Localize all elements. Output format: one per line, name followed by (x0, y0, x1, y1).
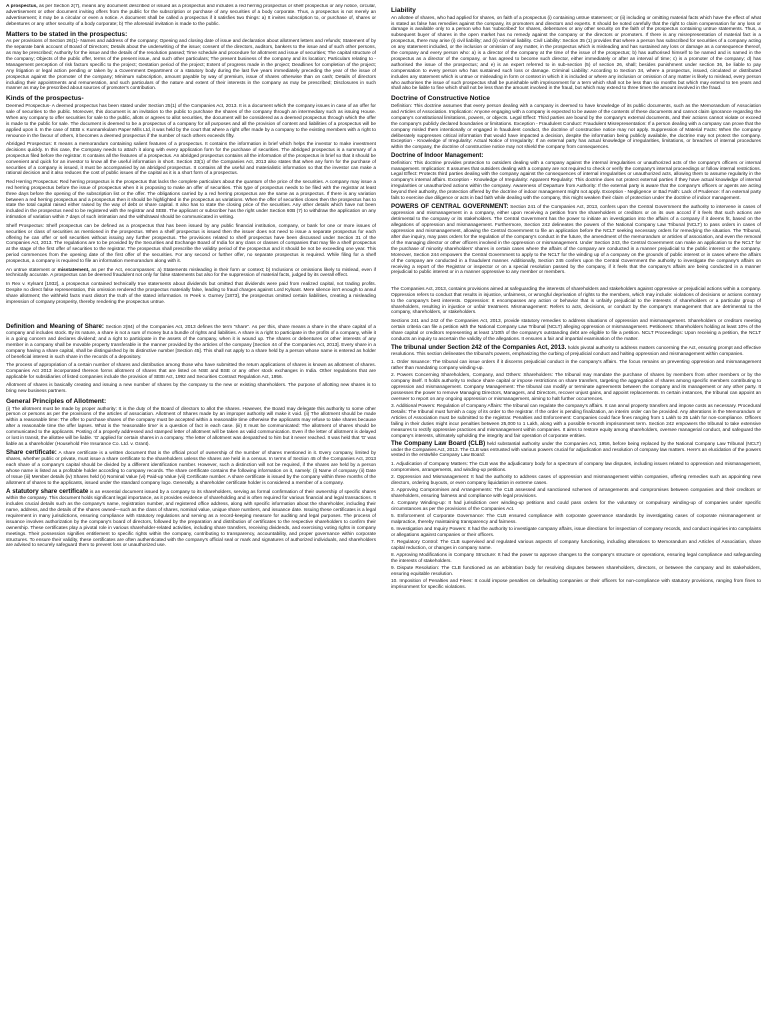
tribunal-item: 1. Order Issuance: The tribunal can issue orders if it discerns prejudicial conduct in the company's affairs. The focus remains on preventing oppression and mismanagement rather than mandating company winding-up. (391, 360, 761, 372)
share-certificate-heading: Share certificate: (6, 449, 57, 457)
right-column (391, 4, 761, 1020)
clb-item: 6. Investigation and Inquiry Powers: It had the authority to investigate company affairs, issue directions for inspection of company records, and conduct inquiries into complaints or allegations against companies or their officers. (391, 526, 761, 538)
oppression-text-1: The Companies Act, 2013, contains provisions aimed at safeguarding the interests of shareholders and stakeholders against oppressive or prejudicial actions within a company. Oppression refers to conduct that results in injustice, unfairness, or wrongful deprivation of rights to the members, which may include: violations of decisions or actions contrary to the company's best interests. Oppression: It encompasses any action or behavior that is unfairly prejudicial to the interests of shareholders or a particular group of shareholders, resulting in injustice or unfair treatment. Mismanagement: Refers to acts, decisions, or conduct by the company's management that are detrimental to the company, shareholders, or stakeholders. (391, 286, 761, 316)
liability-heading: Liability (391, 7, 416, 14)
statutory-certificate-text (6, 489, 376, 549)
clb-item: 10. Imposition of Penalties and Fines: It could impose penalties on defaulting companies or their officers for non-compliance with statutory provisions, ranging from fines to imprisonment for specific violations. (391, 578, 761, 590)
statutory-certificate-heading: A statutory share certificate (6, 488, 89, 496)
tribunal-heading: The tribunal under Section 242 of the Companies Act, 2013. (391, 344, 567, 351)
misstatement-lead: An untrue statement or (6, 267, 56, 273)
clb-item: 4. Company Winding-up: It had jurisdiction over winding-up petitions and could pass orders for the voluntary or compulsory winding-up of companies under specific circumstances as per the provisions of the Companies Act. (391, 500, 761, 512)
prospectus-term: A prospectus, (6, 4, 38, 9)
deemed-prospectus-text: Deemed Prospectus- A deemed prospectus has been stated under Section 25(1) of the Companies Act, 2013. It is a document which the company issues in case of an offer for sale of securities to the public. Moreover, this document is an invitation to the public to purchase the shares of the company through an intermediary such as issuing House. When any company to offer securities for sale to the public, allots or agrees to allot securities, the document will be considered as a deemed prospectus through which the offer is made to the public for sale. The document is deemed to be a prospectus of a company for all purposes and all the provision of content and liabilities of a prospectus will be applied upon it. In the case of SEBI v. Kunnamkulam Paper Mills Ltd, it was held by the court that where a right offer made by a company to the existing members with a right to renounce in the favour of others, it becomes a deemed prospectus if the number of such others exceeds fifty. (6, 103, 376, 139)
clb-item: 5. Enforcement of Corporate Governance: The CLB ensured compliance with corporate governance standards by investigating cases of corporate mismanagement or malpractice, thereby maintaining transparency and fairness. (391, 513, 761, 525)
matters-heading: Matters to be stated in the prospectus: (6, 30, 128, 38)
misstatement-term: misstatement, (57, 267, 90, 273)
indoor-management-heading: Doctrine of Indoor Management: (391, 152, 484, 159)
principles-heading: General Principles of Allotment: (6, 397, 107, 405)
red-herring-text: Red Herring Prospectus: Red herring prospectus is the prospectus that lacks the complete particulars about the quantum of the price of the securities. A company may issue a red herring prospectus before the issue of prospectus when it is proposing to make an offer of securities. This type of prospectus needs to be filed with the registrar at least three days before the opening of the subscription list or the offer. The obligations carried by a red herring prospectus are the same as a prospectus. If there is any variation between a red herring prospectus and a prospectus then it should be highlighted in the prospectus as variations. When the offer of securities closes then the prospectus has to state the total capital raised either raised by the way of debt or share capital. It also has to state the closing price of the securities. Any other details which have not been included in the prospectus need to be registered with the registrar and SEBI. The applicant or subscriber has the right under Section 60B (7) to withdraw the application on any intimation of variation within 7 days of such intimation and the withdrawal should be communicated in writing. (6, 179, 376, 221)
allotment-intro: The process of appropriation of a certain number of shares and distribution among those who have submitted the return applications of shares is known as allotment of shares. Companies Act 2013 incorporated thereon forms allotment of shares that are listed on NSE and BSE or any other stock exchanges in India. Other regulations that are applicable for subsidiaries of listed companies include the provision of SEBI Act, 1992 and Securities Contract Regulation Act, 1956. (6, 362, 376, 380)
constructive-notice-heading: Doctrine of Constructive Notice (391, 95, 490, 103)
tribunal-item: 3. Additional Powers: Regulation of Company Affairs: The tribunal can regulate the company's affairs. It can annul property transfers and impose costs as necessary. Procedural Details: The tribunal must furnish a copy of its order to the registrar. If the order is pending finalization, an interim order can be provided. Any alterations in the Memorandum or Articles of Association must be submitted to the registrar. Penalties and Enforcement: Companies could face fines ranging from 1 Lakh to 25 Lakh for non-compliance. Officers failing in their duties might incur penalties between 25,000 to 1 Lakh, along with a possible 6-month imprisonment term. Section 242 empowers the tribunal to take extensive measures to rectify oppressive practices and mismanagement within companies. It aims to restore equity among shareholders, oversee managerial conduct, and safeguard the company's interests, ultimately upholding the integrity and fair operation of corporate entities. (391, 404, 761, 439)
powers-heading: POWERS OF CENTRAL GOVERNMENT: (391, 203, 509, 211)
tribunal-intro-text: holds pivotal authority to address matters concerning the Act, ensuring prompt and effective resolutions. This section delineates the tribunal's powers, emphasizing the curbing of prejudicial conduct and halting oppression and mismanagement within companies. (391, 346, 761, 357)
clb-item: 7. Regulatory Control: The CLB supervised and regulated various aspects of company functioning, including alterations to Memorandum and Articles of Association, share capital reduction, or changes in company name. (391, 539, 761, 551)
clb-heading: The Company Law Board (CLB) (391, 439, 486, 447)
matters-text: As per provisions of Section 26(1)- Names and address of the company; Opening and closing date of issue and declaration about allotment letters and refunds; Statement of by the separate bank account of Board of Directors; Details about the underwriting of the issue; consent of the directors, auditors, bankers to the issue and of such other persons, as may be prescribed; Authority for the issue and the details of the resolution passed; Time schedule and procedure for allotment and issue of securities; The capital structure of the company; Objects of the public offer, terms of the present issue, and such other particulars; The present business of the company and its location; Particulars relating to - Management perception of risk factors specific to the project; Gestation period of the project; Extent of progress made in the project; Deadlines for completion of the project; Any litigation or legal action pending or taken by a Government Department or a statutory body during the last five years immediately preceding the year of the issue of prospectus against the promoter of the company; Minimum subscription, amount payable by way of premium, issue of shares otherwise than on cash; Details of directors including their appointments and remuneration, and such particulars of the nature and extent of their interests in the company as may be prescribed; Disclosures in such manner as may be prescribed about sources of promoter's contribution. (6, 39, 376, 92)
clb-intro (391, 441, 761, 460)
share-text: Section 2(84) of the Companies Act, 2013 defines the term "share". As per this, share means a share in the share capital of a company and includes stock. By its nature, a share is not a sum of money but a bundle of rights and liabilities. A share is a right to participate in the profits of a company, while it is a going concern and declares dividend; and a right to participate in the assets of the company, when it is wound up. The shares or debentures or other interests of any member in a company shall be movable property transferable in the manner provided by the articles of the company [Section 44 of the Companies Act, 2013]. Every share in a company having a share capital, shall be distinguished by its distinctive number [Section 45]. This shall not apply to a share held by a person whose name is entered as holder of beneficial interest in such share in the records of a depository. (6, 324, 376, 360)
constructive-notice-text: Definition: This doctrine assumes that every person dealing with a company is deemed to have knowledge of its public documents, such as the Memorandum of Association and Articles of Association. Implication: Anyone engaging with a company is expected to be aware of the contents of these documents and cannot claim ignorance regarding the company's constitutional limitations, powers, or objects. Legal Effect: Third parties are bound by the company's external documents, and their actions cannot violate or exceed the company's publicly declared boundaries or limitations. Exception - Fraudulent Conduct: Fraudulent Misrepresentation: If a person dealing with a company can prove that the company misled them intentionally or engaged in fraudulent conduct, the doctrine of constructive notice may not apply. Suppression of Material Facts: When the company deliberately suppresses critical information that would have impacted a decision, despite the information being publicly available, the doctrine may not protect the company. Exception - Knowledge of Irregularity: Actual Notice of Irregularity: If an external party has actual knowledge of irregularities, limitations, or breaches of internal procedures within the company, the doctrine of constructive notice may not shield the company from consequences. (391, 103, 761, 151)
statutory-certificate-body: is an essential document issued by a company to its shareholders, serving as formal confirmation of their ownership of specific shares within the company. This document holds significant legal importance, as it provides evidence of shareholding and is often required for various financial and legal transactions. It includes crucial details such as the company's name, registration number, and registered office address, along with specific information about the shareholder, including their name, address, and the details of the shares owned—such as the class of shares, nominal value, unique share numbers, and issuance date. Issuing these certificates is a legal requirement in many jurisdictions, ensuring compliance with statutory regulations and serving as a record-keeping measure for auditing and legal purposes. The process of issuance involves authorization by the company's board of directors, followed by the preparation and distribution of certificates to the respective shareholders to confirm their ownership. These certificates play a pivotal role in various shareholder-related activities, including share transfers, receiving dividends, and exercising voting rights in company meetings. Their possession signifies entitlement to specific rights within the company, contributing to transparency, accountability, and proper governance within corporate structures. To ensure their validity, these certificates are often authenticated with the company's official seal or mark and signatures of authorized individuals, and shareholders are advised to securely safeguard them to prevent loss or unauthorized use. (6, 490, 376, 549)
tribunal-item: 2. Powers Concerning Shareholders, Company, and Others: Shareholders: The tribunal may mandate the purchase of shares by members from other members or by the company itself. It holds authority to reduce share capital or impose restrictions on share transfers, targeting the aggregation of shares among specific members contributing to oppression and mismanagement. Company Management: The tribunal can modify or terminate agreements between the company and its management or any other party. It possesses the power to remove Managing Directors, Managers, and Directors, recover unjust gains, and appoint replacements. In certain instances, the tribunal can appoint an overseer to report on any ongoing oppression or mismanagement, aiming to halt further occurrences. (391, 373, 761, 402)
clb-intro-text: held substantial authority under the Companies Act, 1956, before being replaced by the National Company Law Tribunal (NCLT) under the Companies Act, 2013. The CLB was entrusted with various powers crucial for adjudication and resolution of company law matters. Here's an elucidation of the powers vested in the erstwhile Company Law Board: (391, 441, 761, 459)
spacer (6, 308, 376, 324)
kinds-heading: Kinds of the prospectus- (6, 95, 84, 103)
misstatement-text (6, 268, 376, 280)
share-heading: Definition and Meaning of Share: (6, 322, 104, 330)
allotment-definition: Allotment of shares is basically creating and issuing a new number of shares by the company to the new or existing shareholders. The purpose of allotting new shares is to bring new business partners. (6, 383, 376, 395)
indoor-management-text: Definition: This doctrine provides protection to outsiders dealing with a company against the internal irregularities or unauthorized acts of the company's officers or internal management. Implication: It assumes that outsiders dealing with a company are not required to check or verify the company's internal proceedings or follow internal restrictions. Legal Effect: Protects third parties dealing with the company against the consequences of internal irregularities or unauthorized acts, allowing them to assume regularity in the company's internal affairs. Exception - Knowledge of Irregularity: Apparent Regularity: This doctrine does not protect external parties if they have actual knowledge of internal irregularities or unauthorized actions within the company. Awareness of Departure from Authority: If the external party is aware that the company's officers or agents are acting beyond their authority, the protection offered by the doctrine of indoor management might not apply. Exception - Negligence or Bad Faith: Lack of Prudence: If an external party fails to exercise due diligence or acts in bad faith while dealing with the company, this might weaken their claim of protection under the doctrine of indoor management. (391, 160, 761, 202)
clb-item: 9. Dispute Resolution: The CLB functioned as an arbitration body for resolving disputes between shareholders, directors, or between the company and its stakeholders, ensuring equitable resolution. (391, 565, 761, 577)
share-definition (6, 324, 376, 360)
abridged-prospectus-text: Abridged Prospectus: It means a memorandum containing salient features of a prospectus. It contains the information in brief which helps the investor to make investment decisions quickly. In this case, the Company needs to attach it along with every application form for the purchase of securities. The abridged prospectus is a summary of a prospectus filed before the registrar. It contains all the features of a prospectus. An abridged prospectus contains all the information of the prospectus in brief so that it should be convenient and quick for an investor to know all the useful information in short. Section 33(1) of the Companies Act, 2013 also states that when any form for the purchase of securities of a company is issued, it must be accompanied by an abridged prospectus. It contains all the useful and materialistic information so that the investor can make a rational decision and it also reduces the cost of public issues of the capital as it is a short form of a prospectus. (6, 141, 376, 177)
clb-item: 8. Approving Modifications in Company Structure: It had the power to approve changes to the company's structure or operations, ensuring legal compliance and safeguarding the interests of stakeholders. (391, 552, 761, 564)
spacer (391, 279, 761, 287)
tribunal-intro (391, 345, 761, 358)
clb-item: 3. Approving Compromises and Arrangements: The CLB assessed and sanctioned schemes of arrangements and compromises between companies and their creditors or shareholders, ensuring fairness and compliance with legal provisions. (391, 487, 761, 499)
misstatement-rest: as per the Act, encompasses: a) Statements misleading in their form or context; b) Inclusions or omissions likely to mislead, even if technically accurate. A prospectus can be deemed fraudulent not only for false statements but also for the suppression of material facts, judged by its overall effect. (6, 267, 376, 279)
liability-text: An allottee of shares, who had applied for shares, on faith of a prospectus (i) containing untrue statement; or (ii) including or omitting material facts which have the effect of what is stated as false has remedies against the company, its promoters and directors and experts. It should be noted carefully that the right to claim compensation for any loss or damage is available only to a person who has 'subscribed' for shares, debentures or any other security on the faith of the prospectus containing untrue statements. Thus, a subsequent buyer of shares in the open market has no remedy against the company or the directors or promoters. If there is any misrepresentation of material fact in a prospectus, there may arise (i) civil liability; and (ii) criminal liability. Civil Liability: Section 35 (1) provides that where a person has subscribed for securities of a company acting on any statement included, or the inclusion or omission of any matter, in the prospectus which is misleading and has sustained any loss or damage as a consequence thereof, the company and every person who: a) is a director of the company at the time of the issue of the prospectus; b) has authorised himself to be named and is named in the prospectus as a director of the company, or has agreed to become such director, either immediately or after an interval of time; c) is a promoter of the company; d) has authorised the issue of the prospectus; and e) is an expert referred to in sub-section (5) of section 26, shall; besides punishment under section 36, be liable to pay compensation to every person who has sustained such loss or damage. Criminal Liability: According to Section 34, where a prospectus, issued, circulated or distributed includes any statement which is untrue or misleading in form or context in which it is included or where any inclusion or omission of any matter is likely to mislead, every person who authorises the issue of such prospectus shall be punishable with imprisonment for a term which shall not be less than six months but which may extend to ten years and shall also be liable to fine which shall not be less than the amount involved in the fraud, but which may extend to three times the amount involved in the fraud. (391, 15, 761, 92)
powers-text: Section 241 of the Companies Act, 2013, confers upon the Central Government the authority to intervene in cases of oppression and mismanagement in a company, either upon receiving a petition from the shareholders or creditors or on its own accord if it feels that such actions are detrimental to the company or its stakeholders. The Central Government has the power to initiate an investigation into the affairs of a company if it deems fit, based on the allegations of oppression and mismanagement. Furthermore, Section 242 delineates the powers of the National Company Law Tribunal (NCLT) to pass orders in cases of oppression and mismanagement, allowing the Central Government to file an application before the NCLT seeking necessary orders for remedying the situation. The Tribunal, after due inquiry, may pass orders for the regulation of the company's conduct in the future, the amendment of the memorandum or articles of association, and even the removal of the managing director or other officers involved in the oppression or mismanagement. Under Section 243, the Central Government can make an application to the NCLT for the purchase of minority shareholders' shares in certain cases where the affairs of the company are conducted in a manner prejudicial to the public interest or the company. Moreover, Section 244 empowers the Central Government to apply to the NCLT for the winding up of a company on the grounds of public interest or in cases where the affairs of the company are conducted in a fraudulent manner. Additionally, Section 245 confers upon the Central Government the authority to investigate the company's affairs on receiving a report of the Registrar or inspector or on a special resolution passed by the company, if it feels that the company's affairs are being conducted in a manner prejudicial to public interest or in a manner oppressive to any member or members. (391, 205, 761, 276)
prospectus-intro-text: as per Section 2(7), means any document described or issued as a prospectus and includes a red herring prospectus or shelf prospectus or any notice, circular, advertisement or other document inviting offers from the public for the subscription or purchase of any securities of a body corporate. Thus, a prospectus is not merely an advertisement; it may be a circular or even a notice. A document shall be called a prospectus if it satisfies two things: a) It invites subscription to, or purchase of, shares or debentures or any other security of a body corporate; b) The aforesaid invitation is made to the public. (6, 4, 376, 27)
prospectus-intro (6, 4, 376, 28)
case-law-text: In Rex v. Kylsant [1932], a prospectus contained technically true statements about dividends but omitted that dividends were paid from realized capital, not trading profits. Despite no direct false representation, this omission rendered the prospectus materially false, leading to fraud charges against Lord Kylsant. Mere silence isn't enough to annul share allotment; the withheld facts must distort the truth of the stated information. In Peek v. Gurney [1873], the prospectus omitted certain liabilities, creating a misleading impression of company prosperity, thereby rendering the prospectus untrue. (6, 281, 376, 305)
oppression-text-2: Sections 241 and 242 of the Companies Act, 2013, provide statutory remedies to address situations of oppression and mismanagement. Shareholders or creditors meeting certain criteria can file a petition with the National Company Law Tribunal (NCLT) alleging oppression or mismanagement. Petitioners: Shareholders holding at least 10% of the share capital or creditors representing at least 1/10th of the company's outstanding debt are eligible to file a petition. NCLT Proceedings: Upon receiving a petition, the NCLT conducts an inquiry to ascertain the validity of the allegations. It ensures a fair and impartial examination of the matter. (391, 318, 761, 342)
clb-item: 2. Oppression and Mismanagement: It had the authority to address cases of oppression and mismanagement within companies, offering remedies such as appointing new directors, ordering buyouts, or even company liquidation in extreme cases. (391, 474, 761, 486)
clb-item: 1. Adjudication of Company Matters: The CLB was the adjudicatory body for a spectrum of company law disputes, including issues related to oppression and mismanagement, compromises, arrangements, and winding-up petitions. (391, 461, 761, 473)
left-column (6, 4, 376, 1020)
share-certificate-body: A share certificate is a written document that is the official proof of ownership of the number of shares mentioned in it. Every company, limited by shares, whether public or private, must issue a share certificate to the shareholders unless the shares are held in a census. In terms of Section 45 of the Companies Act, 2013 each share of a company's capital should be divided by a different identification number. However, such a distinction will not be required, if the shares are held by a person whose name is listed as a profitable holder according to company records. The share certificate contains the following information on it, namely: (i) Name of company (ii) Date of Issue (iii) Member details (iv) Shares held (v) Nominal Value (vi) Paid-up Value (vii) Certificate number. A share certificate is issued by the company within three months of the allotment of shares to the applicants, issued under the standard company logo. Generally, a shareholder certificate holder is considered a member of a company. (6, 451, 376, 486)
shelf-prospectus-text: Shelf Prospectus: Shelf prospectus can be defined as a prospectus that has been issued by any public financial institution, company, or bank for one or more issues of securities or class of securities as mentioned in the prospectus. When a shelf prospectus is issued then the issuer does not need to issue a separate prospectus for each offering he can offer or sell securities without issuing any further prospectus. The provisions related to shelf prospectus have been discussed under Section 31 of the Companies Act, 2013. The regulations are to be provided by the Securities and Exchange Board of India for any class or classes of companies that may file a shelf prospectus at the stage of the first offer of securities to the registrar. The prospectus shall prescribe the validity period of the prospectus and it should be not be exceeding one year. This period commences from the opening date of the first offer of the securities. For any second or further offer, no separate prospectus is required. While filing for a shelf prospectus, a company is required to file an information memorandum along with it. (6, 223, 376, 265)
central-government-powers (391, 204, 761, 276)
share-certificate-text (6, 450, 376, 486)
principles-text: (i) The allotment must be made by proper authority: It is the duty of the Board of directors to allot the shares. However, the Board may delegate this authority to some other person or persons as per the provisions of the articles of association. Allotment of Shares made by an improper authority will make it void. (ii) The allotment should be made within a reasonable time: The offer to purchase shares of the company must be accepted within a reasonable time otherwise the applicants may refuse to take shares because after a reasonable time the offer lapses. What is the 'reasonable time' is a question of fact in each case. (iii) It must be communicated: The allotment of shares should be communicated to the applicants. Posting of a properly addressed and stamped letter of allotment will be taken as valid communication. Even if the letter of allotment is delayed or lost in transit, the allottee will be liable. 'G' applied for certain shares in a company. The letter of allotment was despatched to him but it never reached. It was held that 'G' was liable as a shareholder (Household Fire Insurance Co. Ltd. v. Grant). (6, 406, 376, 447)
